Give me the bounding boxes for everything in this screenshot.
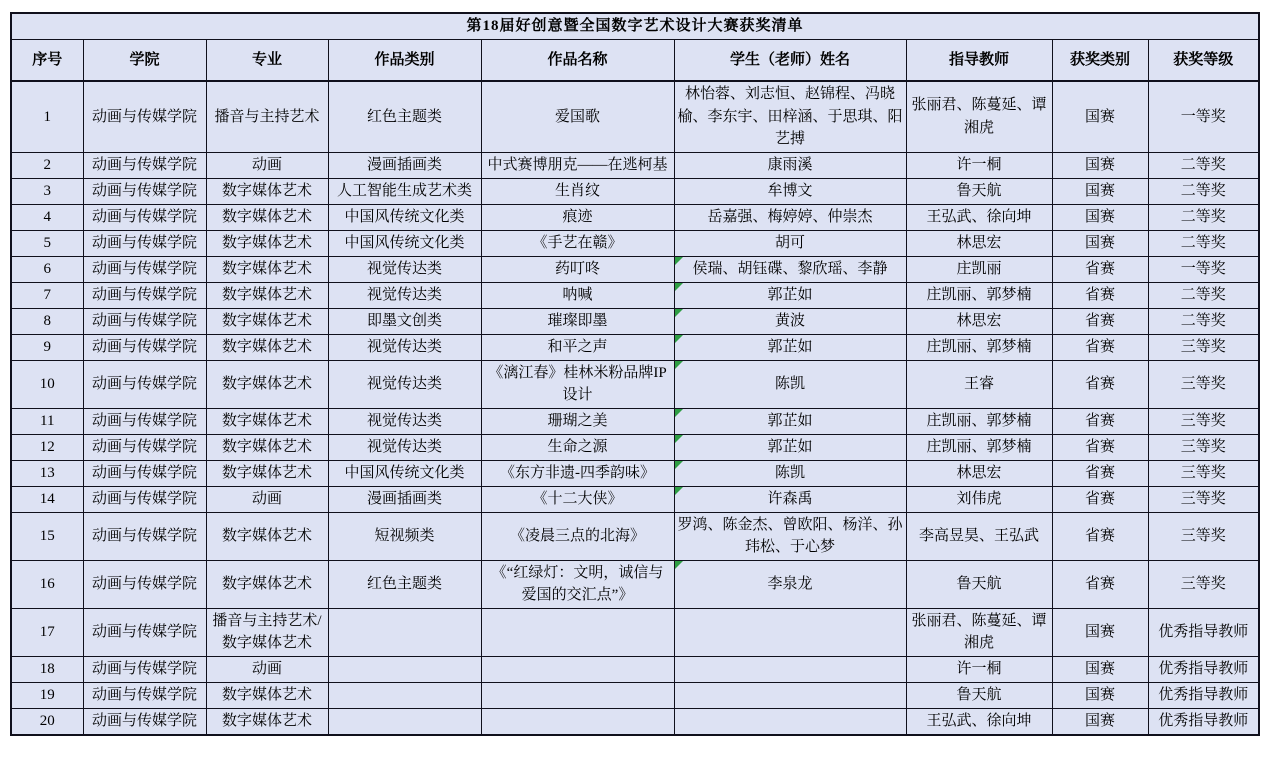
cell-work: 中式赛博朋克——在逃柯基 <box>481 152 674 178</box>
table-row <box>11 434 1259 460</box>
cell-no: 14 <box>11 486 83 512</box>
cell-major: 动画 <box>206 486 328 512</box>
cell-category: 视觉传达类 <box>328 282 481 308</box>
cell-college: 动画与传媒学院 <box>83 560 206 608</box>
cell-work <box>481 682 674 708</box>
cell-award_type: 国赛 <box>1052 204 1148 230</box>
cell-college: 动画与传媒学院 <box>83 608 206 656</box>
cell-students: 郭芷如 <box>674 282 906 308</box>
table-row <box>11 408 1259 434</box>
cell-major: 数字媒体艺术 <box>206 460 328 486</box>
table-row <box>11 152 1259 178</box>
column-header-no: 序号 <box>11 40 83 82</box>
table-row <box>11 682 1259 708</box>
cell-teachers: 林思宏 <box>906 308 1052 334</box>
cell-students: 牟博文 <box>674 178 906 204</box>
title-row <box>11 13 1259 40</box>
cell-no: 8 <box>11 308 83 334</box>
cell-major: 动画 <box>206 152 328 178</box>
cell-work: 生肖纹 <box>481 178 674 204</box>
cell-teachers: 林思宏 <box>906 230 1052 256</box>
cell-students: 郭芷如 <box>674 434 906 460</box>
cell-category: 视觉传达类 <box>328 360 481 408</box>
cell-students: 罗鸿、陈金杰、曾欧阳、杨洋、孙玮松、于心梦 <box>674 512 906 560</box>
column-header-work: 作品名称 <box>481 40 674 82</box>
cell-no: 2 <box>11 152 83 178</box>
cell-work: 《十二大侠》 <box>481 486 674 512</box>
cell-category: 视觉传达类 <box>328 408 481 434</box>
cell-college: 动画与传媒学院 <box>83 460 206 486</box>
cell-award_level: 三等奖 <box>1148 560 1259 608</box>
cell-work: 《“红绿灯：文明，诚信与爱国的交汇点”》 <box>481 560 674 608</box>
cell-no: 18 <box>11 656 83 682</box>
cell-award_type: 省赛 <box>1052 486 1148 512</box>
cell-award_type: 省赛 <box>1052 256 1148 282</box>
cell-award_type: 省赛 <box>1052 282 1148 308</box>
cell-award_level: 二等奖 <box>1148 282 1259 308</box>
cell-major: 数字媒体艺术 <box>206 682 328 708</box>
cell-no: 11 <box>11 408 83 434</box>
cell-students: 郭芷如 <box>674 408 906 434</box>
cell-teachers: 王弘武、徐向坤 <box>906 204 1052 230</box>
table-row <box>11 204 1259 230</box>
cell-college: 动画与传媒学院 <box>83 682 206 708</box>
cell-students <box>674 608 906 656</box>
column-header-major: 专业 <box>206 40 328 82</box>
cell-students: 陈凯 <box>674 460 906 486</box>
cell-teachers: 林思宏 <box>906 460 1052 486</box>
cell-award_type: 省赛 <box>1052 560 1148 608</box>
cell-teachers: 许一桐 <box>906 656 1052 682</box>
cell-award_type: 省赛 <box>1052 334 1148 360</box>
column-header-award_level: 获奖等级 <box>1148 40 1259 82</box>
cell-award_level: 三等奖 <box>1148 408 1259 434</box>
cell-category: 红色主题类 <box>328 560 481 608</box>
cell-college: 动画与传媒学院 <box>83 81 206 152</box>
cell-teachers: 庄凯丽、郭梦楠 <box>906 408 1052 434</box>
cell-major: 数字媒体艺术 <box>206 434 328 460</box>
cell-no: 17 <box>11 608 83 656</box>
cell-major: 数字媒体艺术 <box>206 178 328 204</box>
cell-work: 《凌晨三点的北海》 <box>481 512 674 560</box>
cell-no: 15 <box>11 512 83 560</box>
cell-award_type: 国赛 <box>1052 230 1148 256</box>
cell-award_level: 优秀指导教师 <box>1148 608 1259 656</box>
cell-award_type: 国赛 <box>1052 608 1148 656</box>
cell-students <box>674 656 906 682</box>
cell-no: 13 <box>11 460 83 486</box>
cell-major: 动画 <box>206 656 328 682</box>
cell-category: 短视频类 <box>328 512 481 560</box>
table-row <box>11 486 1259 512</box>
cell-teachers: 许一桐 <box>906 152 1052 178</box>
cell-college: 动画与传媒学院 <box>83 512 206 560</box>
cell-category: 漫画插画类 <box>328 152 481 178</box>
cell-work: 和平之声 <box>481 334 674 360</box>
cell-award_type: 国赛 <box>1052 178 1148 204</box>
cell-award_type: 省赛 <box>1052 434 1148 460</box>
cell-category: 中国风传统文化类 <box>328 460 481 486</box>
column-header-category: 作品类别 <box>328 40 481 82</box>
column-header-award_type: 获奖类别 <box>1052 40 1148 82</box>
cell-no: 4 <box>11 204 83 230</box>
cell-award_level: 三等奖 <box>1148 486 1259 512</box>
cell-college: 动画与传媒学院 <box>83 308 206 334</box>
cell-college: 动画与传媒学院 <box>83 256 206 282</box>
cell-major: 数字媒体艺术 <box>206 204 328 230</box>
cell-award_level: 三等奖 <box>1148 434 1259 460</box>
table-row <box>11 256 1259 282</box>
cell-work: 痕迹 <box>481 204 674 230</box>
cell-college: 动画与传媒学院 <box>83 178 206 204</box>
cell-major: 播音与主持艺术/数字媒体艺术 <box>206 608 328 656</box>
cell-students <box>674 708 906 735</box>
cell-category: 视觉传达类 <box>328 334 481 360</box>
cell-college: 动画与传媒学院 <box>83 282 206 308</box>
cell-award_type: 省赛 <box>1052 460 1148 486</box>
cell-major: 数字媒体艺术 <box>206 512 328 560</box>
cell-no: 19 <box>11 682 83 708</box>
cell-award_type: 省赛 <box>1052 308 1148 334</box>
table-row <box>11 608 1259 656</box>
cell-college: 动画与传媒学院 <box>83 230 206 256</box>
cell-work: 呐喊 <box>481 282 674 308</box>
cell-award_level: 一等奖 <box>1148 81 1259 152</box>
cell-college: 动画与传媒学院 <box>83 152 206 178</box>
page-title: 第18届好创意暨全国数字艺术设计大赛获奖清单 <box>11 13 1259 40</box>
cell-college: 动画与传媒学院 <box>83 434 206 460</box>
cell-work <box>481 708 674 735</box>
cell-no: 1 <box>11 81 83 152</box>
cell-major: 数字媒体艺术 <box>206 360 328 408</box>
cell-work: 珊瑚之美 <box>481 408 674 434</box>
cell-students: 侯瑞、胡钰碟、黎欣瑶、李静 <box>674 256 906 282</box>
cell-award_type: 省赛 <box>1052 512 1148 560</box>
cell-college: 动画与传媒学院 <box>83 486 206 512</box>
cell-major: 数字媒体艺术 <box>206 334 328 360</box>
cell-award_level: 优秀指导教师 <box>1148 708 1259 735</box>
cell-major: 数字媒体艺术 <box>206 308 328 334</box>
cell-no: 20 <box>11 708 83 735</box>
cell-category: 即墨文创类 <box>328 308 481 334</box>
cell-students: 陈凯 <box>674 360 906 408</box>
cell-teachers: 刘伟虎 <box>906 486 1052 512</box>
cell-category: 中国风传统文化类 <box>328 204 481 230</box>
cell-award_level: 三等奖 <box>1148 334 1259 360</box>
cell-category: 漫画插画类 <box>328 486 481 512</box>
cell-work: 《东方非遗-四季韵味》 <box>481 460 674 486</box>
cell-teachers: 王弘武、徐向坤 <box>906 708 1052 735</box>
cell-award_type: 国赛 <box>1052 708 1148 735</box>
cell-category <box>328 608 481 656</box>
cell-award_type: 国赛 <box>1052 656 1148 682</box>
cell-teachers: 王睿 <box>906 360 1052 408</box>
cell-students: 胡可 <box>674 230 906 256</box>
cell-teachers: 庄凯丽 <box>906 256 1052 282</box>
cell-teachers: 张丽君、陈蔓延、谭湘虎 <box>906 608 1052 656</box>
cell-teachers: 庄凯丽、郭梦楠 <box>906 282 1052 308</box>
cell-award_level: 三等奖 <box>1148 512 1259 560</box>
cell-teachers: 庄凯丽、郭梦楠 <box>906 334 1052 360</box>
cell-students: 林怡蓉、刘志恒、赵锦程、冯晓榆、李东宇、田梓涵、于思琪、阳艺搏 <box>674 81 906 152</box>
cell-students: 李泉龙 <box>674 560 906 608</box>
cell-major: 数字媒体艺术 <box>206 282 328 308</box>
cell-award_level: 二等奖 <box>1148 152 1259 178</box>
table-row <box>11 360 1259 408</box>
cell-award_level: 三等奖 <box>1148 460 1259 486</box>
cell-major: 播音与主持艺术 <box>206 81 328 152</box>
cell-work: 爱国歌 <box>481 81 674 152</box>
table-row <box>11 308 1259 334</box>
cell-work: 璀璨即墨 <box>481 308 674 334</box>
cell-college: 动画与传媒学院 <box>83 204 206 230</box>
cell-work <box>481 656 674 682</box>
cell-college: 动画与传媒学院 <box>83 708 206 735</box>
table-header-row <box>11 40 1259 82</box>
cell-category <box>328 656 481 682</box>
cell-students: 许森禹 <box>674 486 906 512</box>
cell-major: 数字媒体艺术 <box>206 256 328 282</box>
cell-teachers: 李高昱昊、王弘武 <box>906 512 1052 560</box>
cell-award_level: 三等奖 <box>1148 360 1259 408</box>
cell-teachers: 张丽君、陈蔓延、谭湘虎 <box>906 81 1052 152</box>
cell-students: 康雨溪 <box>674 152 906 178</box>
cell-major: 数字媒体艺术 <box>206 408 328 434</box>
cell-award_level: 二等奖 <box>1148 178 1259 204</box>
cell-work: 《漓江春》桂林米粉品牌IP设计 <box>481 360 674 408</box>
cell-students: 黄波 <box>674 308 906 334</box>
cell-category: 人工智能生成艺术类 <box>328 178 481 204</box>
cell-students <box>674 682 906 708</box>
cell-category <box>328 708 481 735</box>
cell-award_level: 二等奖 <box>1148 204 1259 230</box>
cell-category: 视觉传达类 <box>328 256 481 282</box>
cell-award_level: 优秀指导教师 <box>1148 682 1259 708</box>
cell-category: 视觉传达类 <box>328 434 481 460</box>
cell-award_level: 二等奖 <box>1148 308 1259 334</box>
table-row <box>11 656 1259 682</box>
cell-work: 药叮咚 <box>481 256 674 282</box>
cell-major: 数字媒体艺术 <box>206 230 328 256</box>
cell-category: 红色主题类 <box>328 81 481 152</box>
cell-college: 动画与传媒学院 <box>83 656 206 682</box>
column-header-teachers: 指导教师 <box>906 40 1052 82</box>
cell-award_type: 省赛 <box>1052 360 1148 408</box>
cell-no: 12 <box>11 434 83 460</box>
table-row <box>11 512 1259 560</box>
cell-no: 3 <box>11 178 83 204</box>
table-row <box>11 334 1259 360</box>
table-row <box>11 282 1259 308</box>
table-row <box>11 560 1259 608</box>
table-row <box>11 178 1259 204</box>
cell-students: 郭芷如 <box>674 334 906 360</box>
cell-no: 9 <box>11 334 83 360</box>
table-row <box>11 708 1259 735</box>
column-header-students: 学生（老师）姓名 <box>674 40 906 82</box>
cell-award_level: 一等奖 <box>1148 256 1259 282</box>
cell-no: 6 <box>11 256 83 282</box>
cell-category <box>328 682 481 708</box>
cell-category: 中国风传统文化类 <box>328 230 481 256</box>
cell-major: 数字媒体艺术 <box>206 708 328 735</box>
cell-college: 动画与传媒学院 <box>83 360 206 408</box>
column-header-college: 学院 <box>83 40 206 82</box>
table-row <box>11 460 1259 486</box>
cell-college: 动画与传媒学院 <box>83 334 206 360</box>
cell-teachers: 鲁天航 <box>906 560 1052 608</box>
cell-teachers: 鲁天航 <box>906 178 1052 204</box>
cell-college: 动画与传媒学院 <box>83 408 206 434</box>
table-row <box>11 230 1259 256</box>
cell-students: 岳嘉强、梅婷婷、仲崇杰 <box>674 204 906 230</box>
cell-award_type: 国赛 <box>1052 81 1148 152</box>
cell-no: 7 <box>11 282 83 308</box>
table-row <box>11 81 1259 152</box>
cell-no: 5 <box>11 230 83 256</box>
cell-award_type: 国赛 <box>1052 682 1148 708</box>
cell-teachers: 庄凯丽、郭梦楠 <box>906 434 1052 460</box>
cell-award_type: 国赛 <box>1052 152 1148 178</box>
cell-teachers: 鲁天航 <box>906 682 1052 708</box>
cell-no: 10 <box>11 360 83 408</box>
cell-award_type: 省赛 <box>1052 408 1148 434</box>
cell-no: 16 <box>11 560 83 608</box>
cell-award_level: 二等奖 <box>1148 230 1259 256</box>
cell-work: 生命之源 <box>481 434 674 460</box>
cell-award_level: 优秀指导教师 <box>1148 656 1259 682</box>
cell-major: 数字媒体艺术 <box>206 560 328 608</box>
cell-work <box>481 608 674 656</box>
cell-work: 《手艺在赣》 <box>481 230 674 256</box>
awards-table <box>10 12 1260 736</box>
